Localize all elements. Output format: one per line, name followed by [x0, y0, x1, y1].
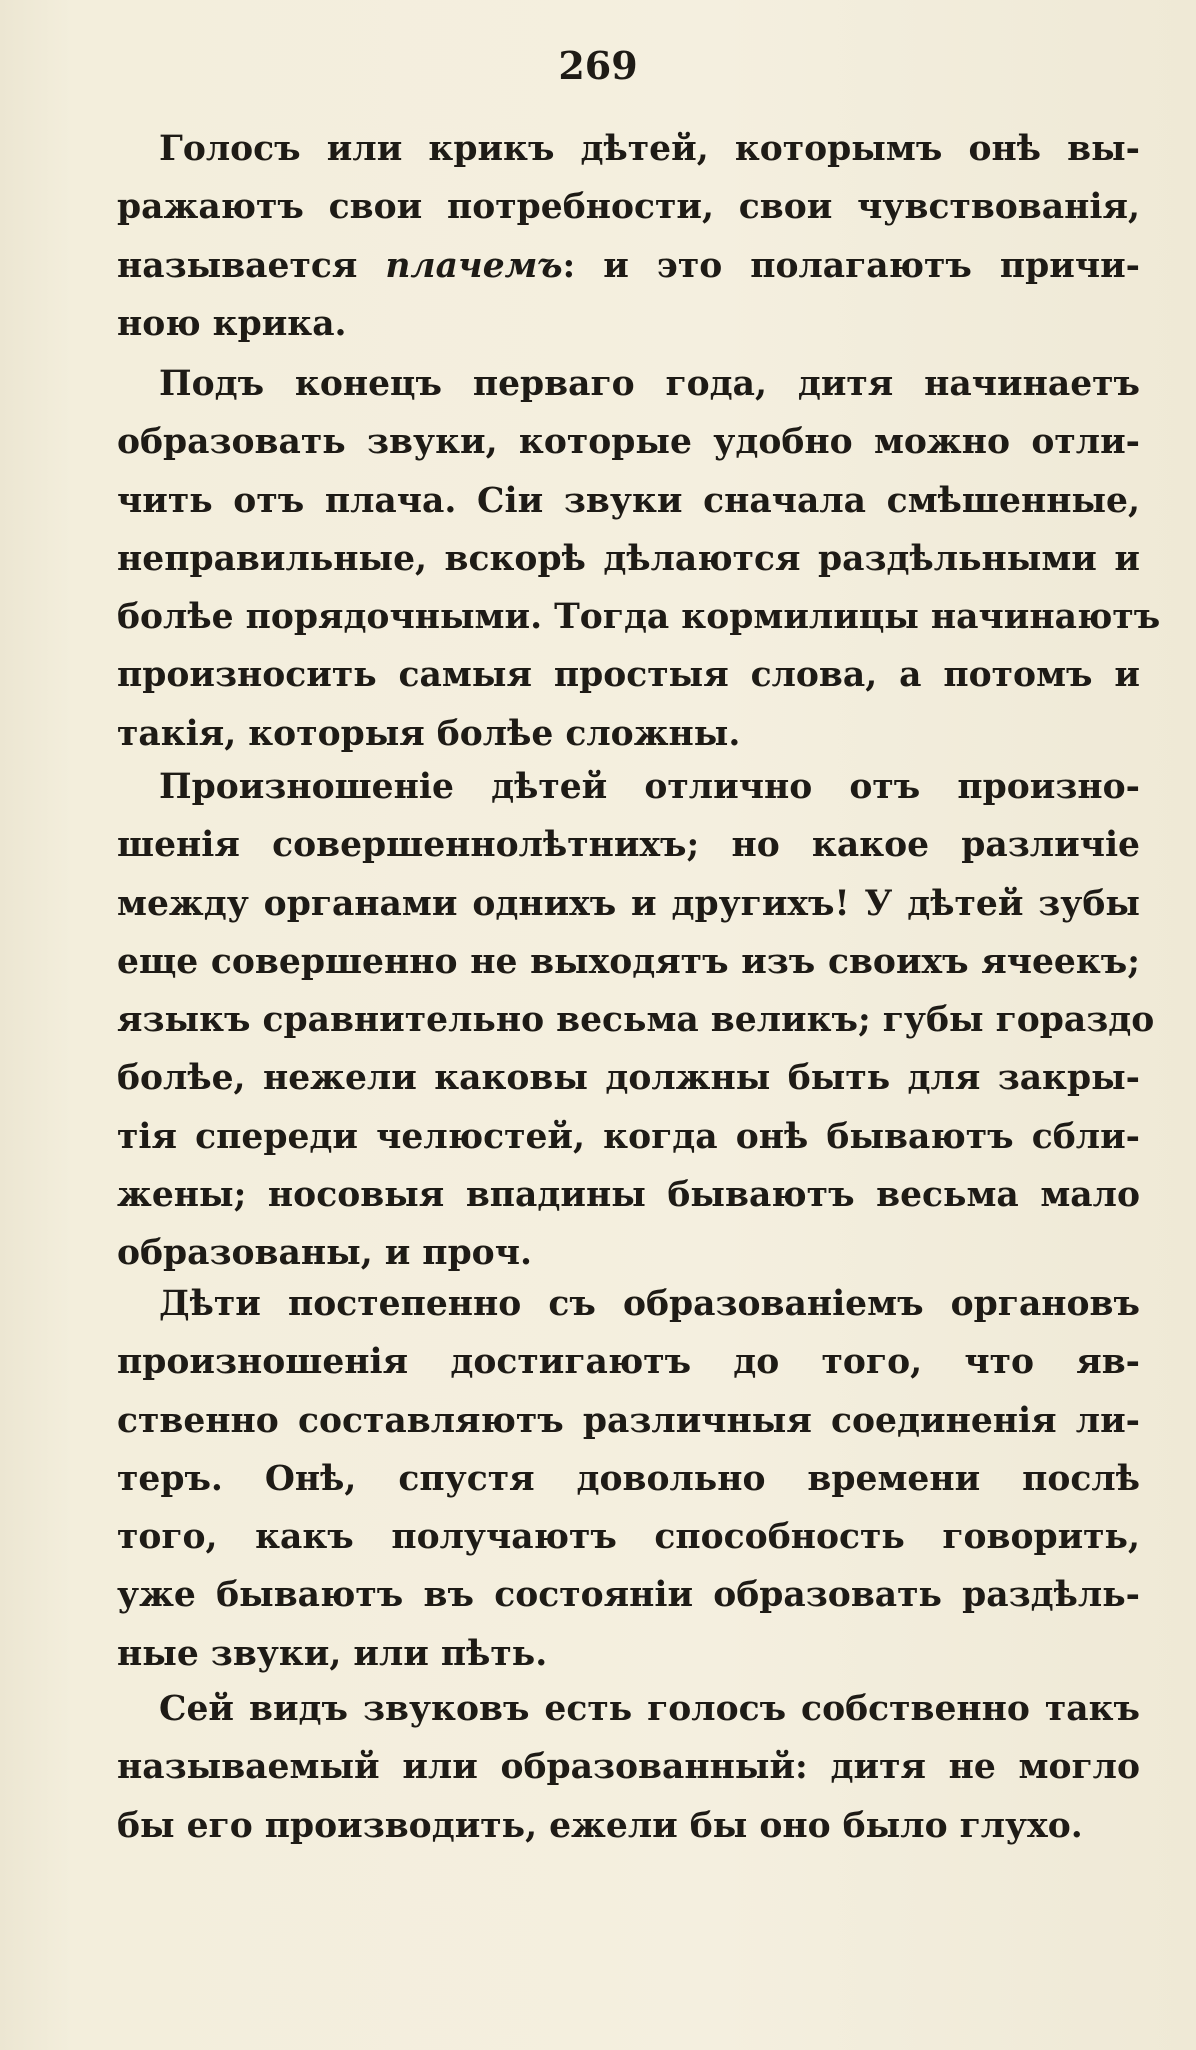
text-line	[117, 816, 1140, 874]
text-segment: теръ. Онѣ, спустя довольно времени послѣ	[117, 1458, 1140, 1499]
text-segment: неправильные, вскорѣ дѣлаются раздѣльными и	[117, 538, 1140, 579]
text-line	[117, 991, 1155, 1049]
text-line	[117, 705, 1140, 763]
text-line	[117, 237, 1140, 295]
text-line	[117, 933, 1140, 991]
text-line	[117, 1508, 1140, 1566]
text-line	[117, 1738, 1140, 1796]
text-line	[117, 1392, 1140, 1450]
text-line	[117, 1566, 1140, 1624]
text-line	[117, 1275, 1140, 1333]
text-segment: произношенія достигаютъ до того, что яв-	[117, 1342, 1140, 1383]
text-segment: языкъ сравнительно весьма великъ; губы гораздо	[117, 1000, 1155, 1041]
text-segment: еще совершенно не выходятъ изъ своихъ ячеекъ;	[117, 941, 1140, 982]
text-line	[117, 1108, 1140, 1166]
text-line	[117, 472, 1140, 530]
paragraph	[117, 1275, 1140, 1683]
text-line	[117, 1625, 1140, 1683]
text-segment: называемый или образованный: дитя не могло	[117, 1747, 1140, 1788]
text-segment: называется	[117, 245, 386, 286]
text-line	[117, 875, 1140, 933]
text-line	[117, 1333, 1140, 1391]
text-segment: болѣе порядочными. Тогда кормилицы начинаютъ	[117, 597, 1161, 638]
paragraph	[117, 758, 1155, 1283]
text-line	[117, 588, 1161, 646]
text-segment: ною крика.	[117, 303, 347, 344]
text-line	[117, 530, 1140, 588]
text-line	[117, 1224, 1140, 1282]
text-line	[117, 295, 1140, 353]
text-line	[117, 120, 1140, 178]
text-segment: того, какъ получаютъ способность говорить,	[117, 1517, 1140, 1558]
text-segment: образовать звуки, которые удобно можно отли-	[117, 422, 1140, 463]
italic-term: плачемъ	[385, 245, 563, 286]
paragraph	[117, 120, 1140, 353]
text-segment: Произношеніе дѣтей отлично отъ произно-	[159, 767, 1140, 807]
text-line	[117, 178, 1140, 236]
text-line	[117, 1797, 1140, 1855]
text-line	[117, 413, 1140, 471]
text-segment: такія, которыя болѣе сложны.	[117, 713, 741, 754]
text-segment: Подъ конецъ перваго года, дитя начинаетъ	[159, 364, 1140, 404]
text-segment: между органами однихъ и другихъ! У дѣтей зубы	[117, 883, 1140, 924]
text-segment: жены; носовыя впадины бываютъ весьма мало	[117, 1175, 1140, 1216]
text-segment: чить отъ плача. Сіи звуки сначала смѣшенные,	[117, 480, 1140, 521]
text-segment: Голосъ или крикъ дѣтей, которымъ онѣ вы-	[159, 129, 1140, 169]
text-segment: ственно составляютъ различныя соединенія ли-	[117, 1400, 1140, 1441]
text-segment: шенія совершеннолѣтнихъ; но какое различіе	[117, 825, 1140, 866]
text-line	[117, 1450, 1140, 1508]
text-segment: Дѣти постепенно съ образованіемъ органовъ	[159, 1284, 1140, 1324]
text-segment: ные звуки, или пѣть.	[117, 1633, 548, 1674]
text-line	[117, 1166, 1140, 1224]
text-segment: произносить самыя простыя слова, а потомъ и	[117, 655, 1140, 696]
paragraph	[117, 1680, 1140, 1855]
text-segment: : и это полагаютъ причи-	[562, 245, 1140, 286]
text-line	[117, 758, 1140, 816]
text-segment: уже бываютъ въ состояніи образовать раздѣль-	[117, 1575, 1140, 1616]
text-line	[117, 646, 1140, 704]
text-segment: болѣе, нежели каковы должны быть для закры-	[117, 1058, 1140, 1099]
text-line	[117, 1680, 1140, 1738]
text-segment: тія спереди челюстей, когда онѣ бываютъ сбли-	[117, 1116, 1140, 1157]
text-segment: образованы, и проч.	[117, 1233, 532, 1274]
text-segment: Сей видъ звуковъ есть голосъ собственно такъ	[159, 1689, 1140, 1729]
text-line	[117, 1049, 1140, 1107]
text-segment: бы его производить, ежели бы оно было глухо.	[117, 1805, 1083, 1846]
text-line	[117, 355, 1140, 413]
page-number: 269	[558, 43, 638, 88]
text-segment: ражаютъ свои потребности, свои чувствованія,	[117, 187, 1140, 228]
paragraph	[117, 355, 1161, 763]
